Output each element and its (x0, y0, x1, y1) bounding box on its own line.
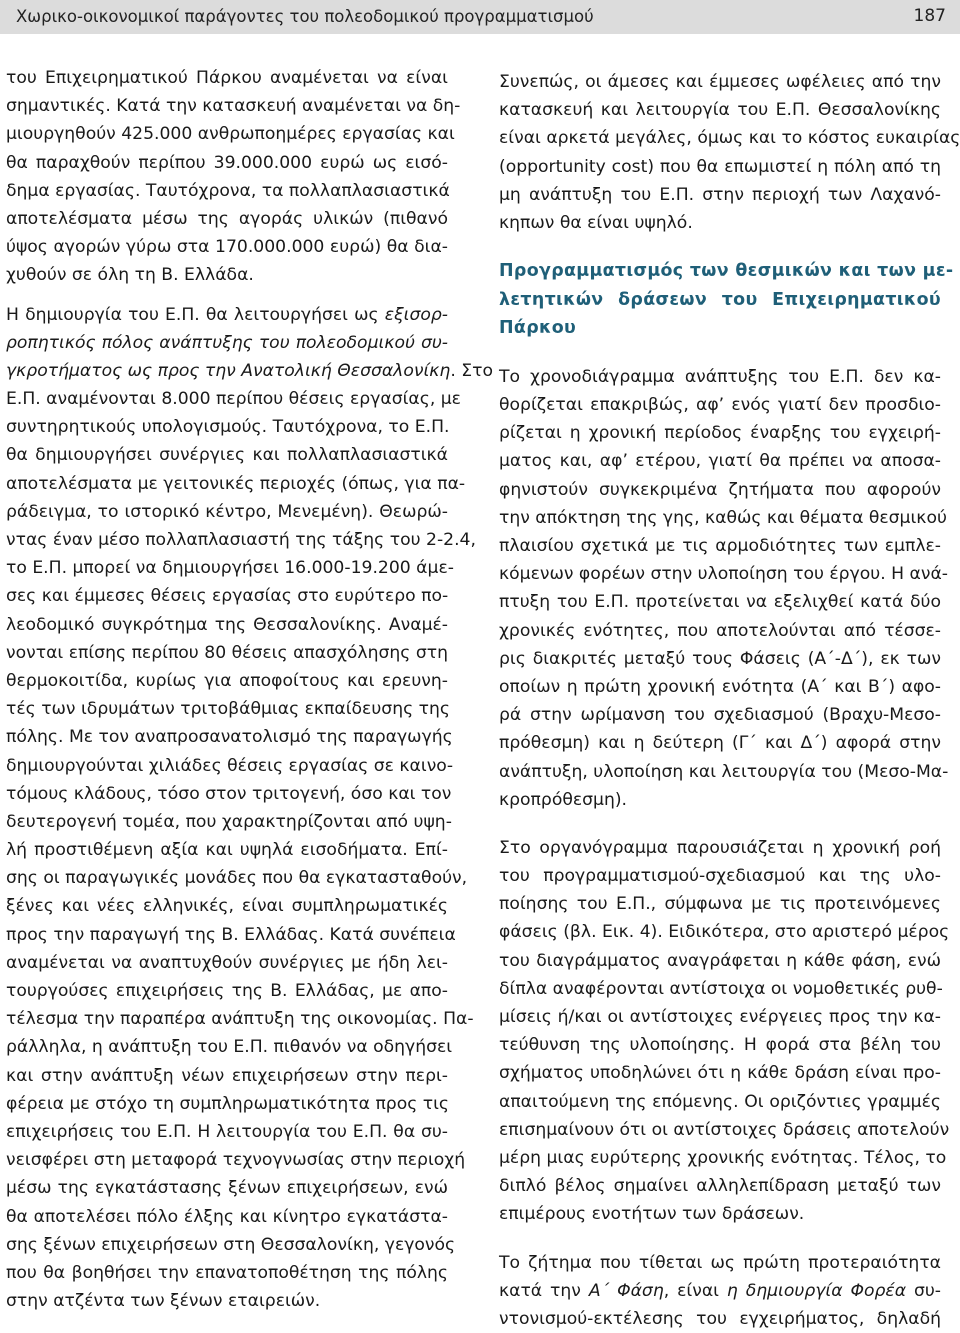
text-line-italic: ροπητικός πόλος ανάπτυξης του πολεοδομικού συ- (6, 332, 448, 353)
left-column (6, 64, 493, 1315)
text-line (6, 301, 448, 329)
right-paragraph-4 (499, 1249, 941, 1333)
text-line: χυθούν σε όλη τη Β. Ελλάδα. (6, 265, 254, 286)
text-line: επιμέρους ενοτήτων των δράσεων. (499, 1204, 805, 1225)
text-line: θα παραχθούν περίπου 39.000.000 ευρώ ως εισό- (6, 152, 448, 173)
section-heading-line: Πάρκου (499, 318, 577, 339)
text-line: μίσεις ή/και οι αντίστοιχες ενέργειες προς την κα- (499, 1007, 941, 1028)
text-line: και στην ανάπτυξη νέων επιχειρήσεων στην περι- (6, 1065, 448, 1086)
text-line: που θα βοηθήσει την επανατοποθέτηση της πόλης (6, 1262, 448, 1283)
text-line: ανάπτυξη, υλοποίηση και λειτουργία του (Μεσο-Μα- (499, 761, 949, 782)
text-line: του Επιχειρηματικού Πάρκου αναμένεται να είναι (6, 68, 448, 88)
text-run: συ- (906, 1280, 942, 1301)
running-header-title: Χωρικο-οικονομικοί παράγοντες του πολεοδομικού προγραμματισμού (16, 7, 594, 26)
page-number: 187 (913, 6, 946, 26)
text-line: το Ε.Π. μπορεί να δημιουργήσει 16.000-19.200 άμε- (6, 558, 454, 579)
text-line: φάσεις (βλ. Εικ. 4). Ειδικότερα, στο αριστερό μέρος (499, 922, 950, 943)
text-line: μέσω της εγκατάστασης ξένων επιχειρήσεων, ενώ (6, 1178, 448, 1199)
text-line: συντηρητικούς υπολογισμούς. Ταυτόχρονα, το Ε.Π. (6, 417, 450, 438)
text-line: πλαισίου σχετικά με τις αρμοδιότητες των εμπλε- (499, 536, 941, 557)
text-line (499, 1277, 941, 1305)
text-line: μιουργηθούν 425.000 ανθρωποημέρες εργασίας και (6, 124, 455, 145)
text-run: Η δημιουργία του Ε.Π. θα λειτουργήσει ως (6, 304, 385, 325)
text-line: διπλό βέλος σημαίνει αλληλεπίδραση μεταξύ των (499, 1176, 941, 1197)
left-paragraph-2 (6, 301, 493, 1316)
text-line: Στο οργανόγραμμα παρουσιάζεται η χρονική ροή (499, 837, 941, 858)
text-line: φηνιστούν συγκεκριμένα ζητήματα που αφορούν (499, 479, 941, 500)
text-line: ματος και, αφ’ ετέρου, γιατί θα πρέπει να αποσα- (499, 451, 941, 472)
text-line: πτυξη του Ε.Π. προτείνεται να εξελιχθεί κατά δύο (499, 592, 941, 613)
text-line: λή προστιθέμενη αξία και υψηλά εισοδήματα. Επί- (6, 840, 448, 861)
text-line: δίπλα αναφέρονται αντίστοιχα οι νομοθετικές ρυθ- (499, 978, 943, 999)
text-line: τουργούσες επιχειρήσεις της Β. Ελλάδας, με απο- (6, 981, 448, 1001)
section-heading (499, 257, 954, 343)
text-line: φέρεια με στόχο τη συμπληρωματικότητα προς τις (6, 1093, 450, 1114)
text-line: ρις διακριτές μεταξύ τους Φάσεις (Α΄-Δ΄), εκ των (499, 648, 941, 669)
text-line: του διαγράμματος αναγράφεται η κάθε φάση, ενώ (499, 950, 941, 971)
paragraph-gap (499, 1229, 941, 1249)
text-line: του προγραμματισμού-σχεδιασμού και της υλο- (499, 866, 941, 887)
text-line: ντονισμού-εκτέλεσης του εγχειρήματος, δηλαδή (499, 1308, 941, 1329)
text-line: προς την παραγωγή της Β. Ελλάδας. Κατά συνέπεια (6, 924, 456, 945)
section-heading-line: Προγραμματισμός των θεσμικών και των με- (499, 261, 954, 282)
text-line: τόμους κλάδους, τόσο στον τριτογενή, όσο και τον (6, 783, 452, 804)
text-line: ρίζεται η χρονική περίοδος έναρξης του εγχειρή- (499, 423, 941, 444)
text-line: Συνεπώς, οι άμεσες και έμμεσες ωφέλειες από την (499, 72, 941, 92)
section-heading-line: λετητικών δράσεων του Επιχειρηματικού (499, 289, 941, 310)
text-line: Το χρονοδιάγραμμα ανάπτυξης του Ε.Π. δεν κα- (499, 366, 941, 387)
text-line (6, 357, 493, 385)
text-line: θα αποτελέσει πόλο έλξης και κίνητρο εγκατάστα- (6, 1206, 448, 1227)
text-line: δημα εργασίας. Ταυτόχρονα, τα πολλαπλασιαστικά (6, 180, 450, 201)
text-line: αναμένεται να αναπτυχθούν συνέργιες με ήδη λει- (6, 952, 448, 973)
text-line: αποτελέσματα μέσω της αγοράς υλικών (πιθανό (6, 208, 448, 229)
left-paragraph-1 (6, 64, 461, 290)
text-line: κατασκευή και λειτουργία του Ε.Π. Θεσσαλονίκης (499, 100, 941, 121)
text-line: σης οι παραγωγικές μονάδες που θα εγκατασταθούν, (6, 868, 468, 889)
right-column (499, 68, 960, 1333)
text-line: αποτελέσματα με γειτονικές περιοχές (όπως, για πα- (6, 473, 466, 494)
text-line: Ε.Π. αναμένονται 8.000 περίπου θέσεις εργασίας, με (6, 389, 461, 410)
italic-run: εξισορ- (384, 304, 448, 325)
right-paragraph-1 (499, 68, 960, 237)
text-line: ντας έναν μέσο πολλαπλασιαστή της τάξης του 2-2.4, (6, 530, 476, 550)
text-run: κατά την (499, 1280, 589, 1301)
text-line: απαιτούμενη της επόμενης. Οι οριζόντιες γραμμές (499, 1091, 941, 1112)
text-line: τέλεσμα την παραπέρα ανάπτυξη της οικονομίας. Πα- (6, 1009, 474, 1030)
italic-run: Α΄ Φάση (588, 1280, 664, 1301)
text-line: λεοδομικό συγκρότημα της Θεσσαλονίκης. Αναμέ- (6, 614, 448, 635)
text-line: θα δημιουργήσει συνέργιες και πολλαπλασιαστικά (6, 445, 448, 466)
text-line: δημιουργούνται χιλιάδες θέσεις εργασίας σε καινο- (6, 755, 454, 776)
text-line: επισημαίνουν ότι οι αντίστοιχες δράσεις αποτελούν (499, 1119, 950, 1140)
text-line: μέρη μιας ευρύτερης χρονικής ενότητας. Τέλος, το (499, 1147, 947, 1168)
text-line: ποίησης του Ε.Π., σύμφωνα με τις προτεινόμενες (499, 894, 941, 915)
italic-run: γκροτήματος ως προς την Ανατολική Θεσσαλονίκη (6, 360, 451, 381)
text-line: κηπων θα είναι υψηλό. (499, 212, 693, 233)
text-line: ράδειγμα, το ιστορικό κέντρο, Μενεμένη). Θεωρώ- (6, 501, 448, 522)
text-line: θερμοκοιτίδα, κυρίως για αποφοίτους και ερευνη- (6, 670, 448, 691)
text-line: χρονικές ενότητες, που αποτελούνται από τέσσε- (499, 620, 941, 641)
text-line: κροπρόθεσμη). (499, 789, 628, 810)
text-line: σης ξένων επιχειρήσεων στη Θεσσαλονίκη, γεγονός (6, 1234, 456, 1255)
paragraph-gap (499, 343, 941, 363)
text-line: (opportunity cost) που θα επωμιστεί η πόλη από τη (499, 156, 941, 177)
text-run: . Στο (450, 360, 493, 381)
text-line: την απόκτηση της γης, καθώς και θέματα θεσμικού (499, 507, 947, 528)
text-line: σημαντικές. Κατά την κατασκευή αναμένεται να δη- (6, 96, 461, 117)
paragraph-gap (499, 814, 941, 834)
text-line: θορίζεται επακριβώς, αφ’ ενός γιατί δεν προσδιο- (499, 395, 941, 416)
text-line: είναι αρκετά μεγάλες, όμως και το κόστος ευκαιρίας (499, 128, 960, 149)
paragraph-gap (499, 237, 941, 257)
paragraph-gap (6, 290, 448, 301)
text-line: τές των ιδρυμάτων τριτοβάθμιας εκπαίδευσης της (6, 699, 450, 720)
text-line: τεύθυνση της υλοποίησης. Η φορά στα βέλη του (499, 1035, 941, 1056)
text-line: πρόθεσμη) και η δεύτερη (Γ΄ και Δ΄) αφορά στην (499, 733, 941, 754)
right-paragraph-2 (499, 363, 949, 814)
text-line: στην ατζέντα των ξένων εταιρειών. (6, 1291, 321, 1312)
text-run: , είναι (663, 1280, 727, 1301)
text-line: δευτερογενή τομέα, που χαρακτηρίζονται από υψη- (6, 811, 452, 832)
text-line: επιχειρήσεις του Ε.Π. Η λειτουργία του Ε.Π. θα συ- (6, 1121, 448, 1142)
text-line: νεισφέρει στη μεταφορά τεχνογνωσίας στην περιοχή (6, 1150, 466, 1171)
running-header (0, 0, 960, 34)
text-line: πόλης. Με τον αναπροσανατολισμό της παραγωγής (6, 727, 453, 748)
italic-run: η δημιουργία Φορέα (726, 1280, 907, 1301)
text-line: σχήματος υποδηλώνει ότι η κάθε δράση είναι προ- (499, 1063, 941, 1084)
right-paragraph-3 (499, 834, 950, 1229)
text-line: οποίων η πρώτη χρονική ενότητα (Α΄ και Β΄) αφο- (499, 676, 941, 697)
text-line: ράλληλα, η ανάπτυξη του Ε.Π. πιθανόν να οδηγήσει (6, 1037, 453, 1058)
text-line: μη ανάπτυξη του Ε.Π. στην περιοχή των Λαχανό- (499, 184, 941, 205)
text-line: ρά στην ωρίμανση του σχεδιασμού (Βραχυ-Μεσο- (499, 705, 941, 726)
text-line: ύψος αγορών γύρω στα 170.000.000 ευρώ) θα δια- (6, 237, 448, 258)
text-line: σες και έμμεσες θέσεις εργασίας στο ευρύτερο πο- (6, 586, 449, 607)
text-line: Το ζήτημα που τίθεται ως πρώτη προτεραιότητα (499, 1252, 941, 1273)
text-line: νονται επίσης περίπου 80 θέσεις απασχόλησης στη (6, 642, 448, 663)
text-line: ξένες και νέες ελληνικές, είναι συμπληρωματικές (6, 896, 448, 917)
text-line: κόμενων φορέων στην υλοποίηση του έργου. Η ανά- (499, 564, 948, 585)
